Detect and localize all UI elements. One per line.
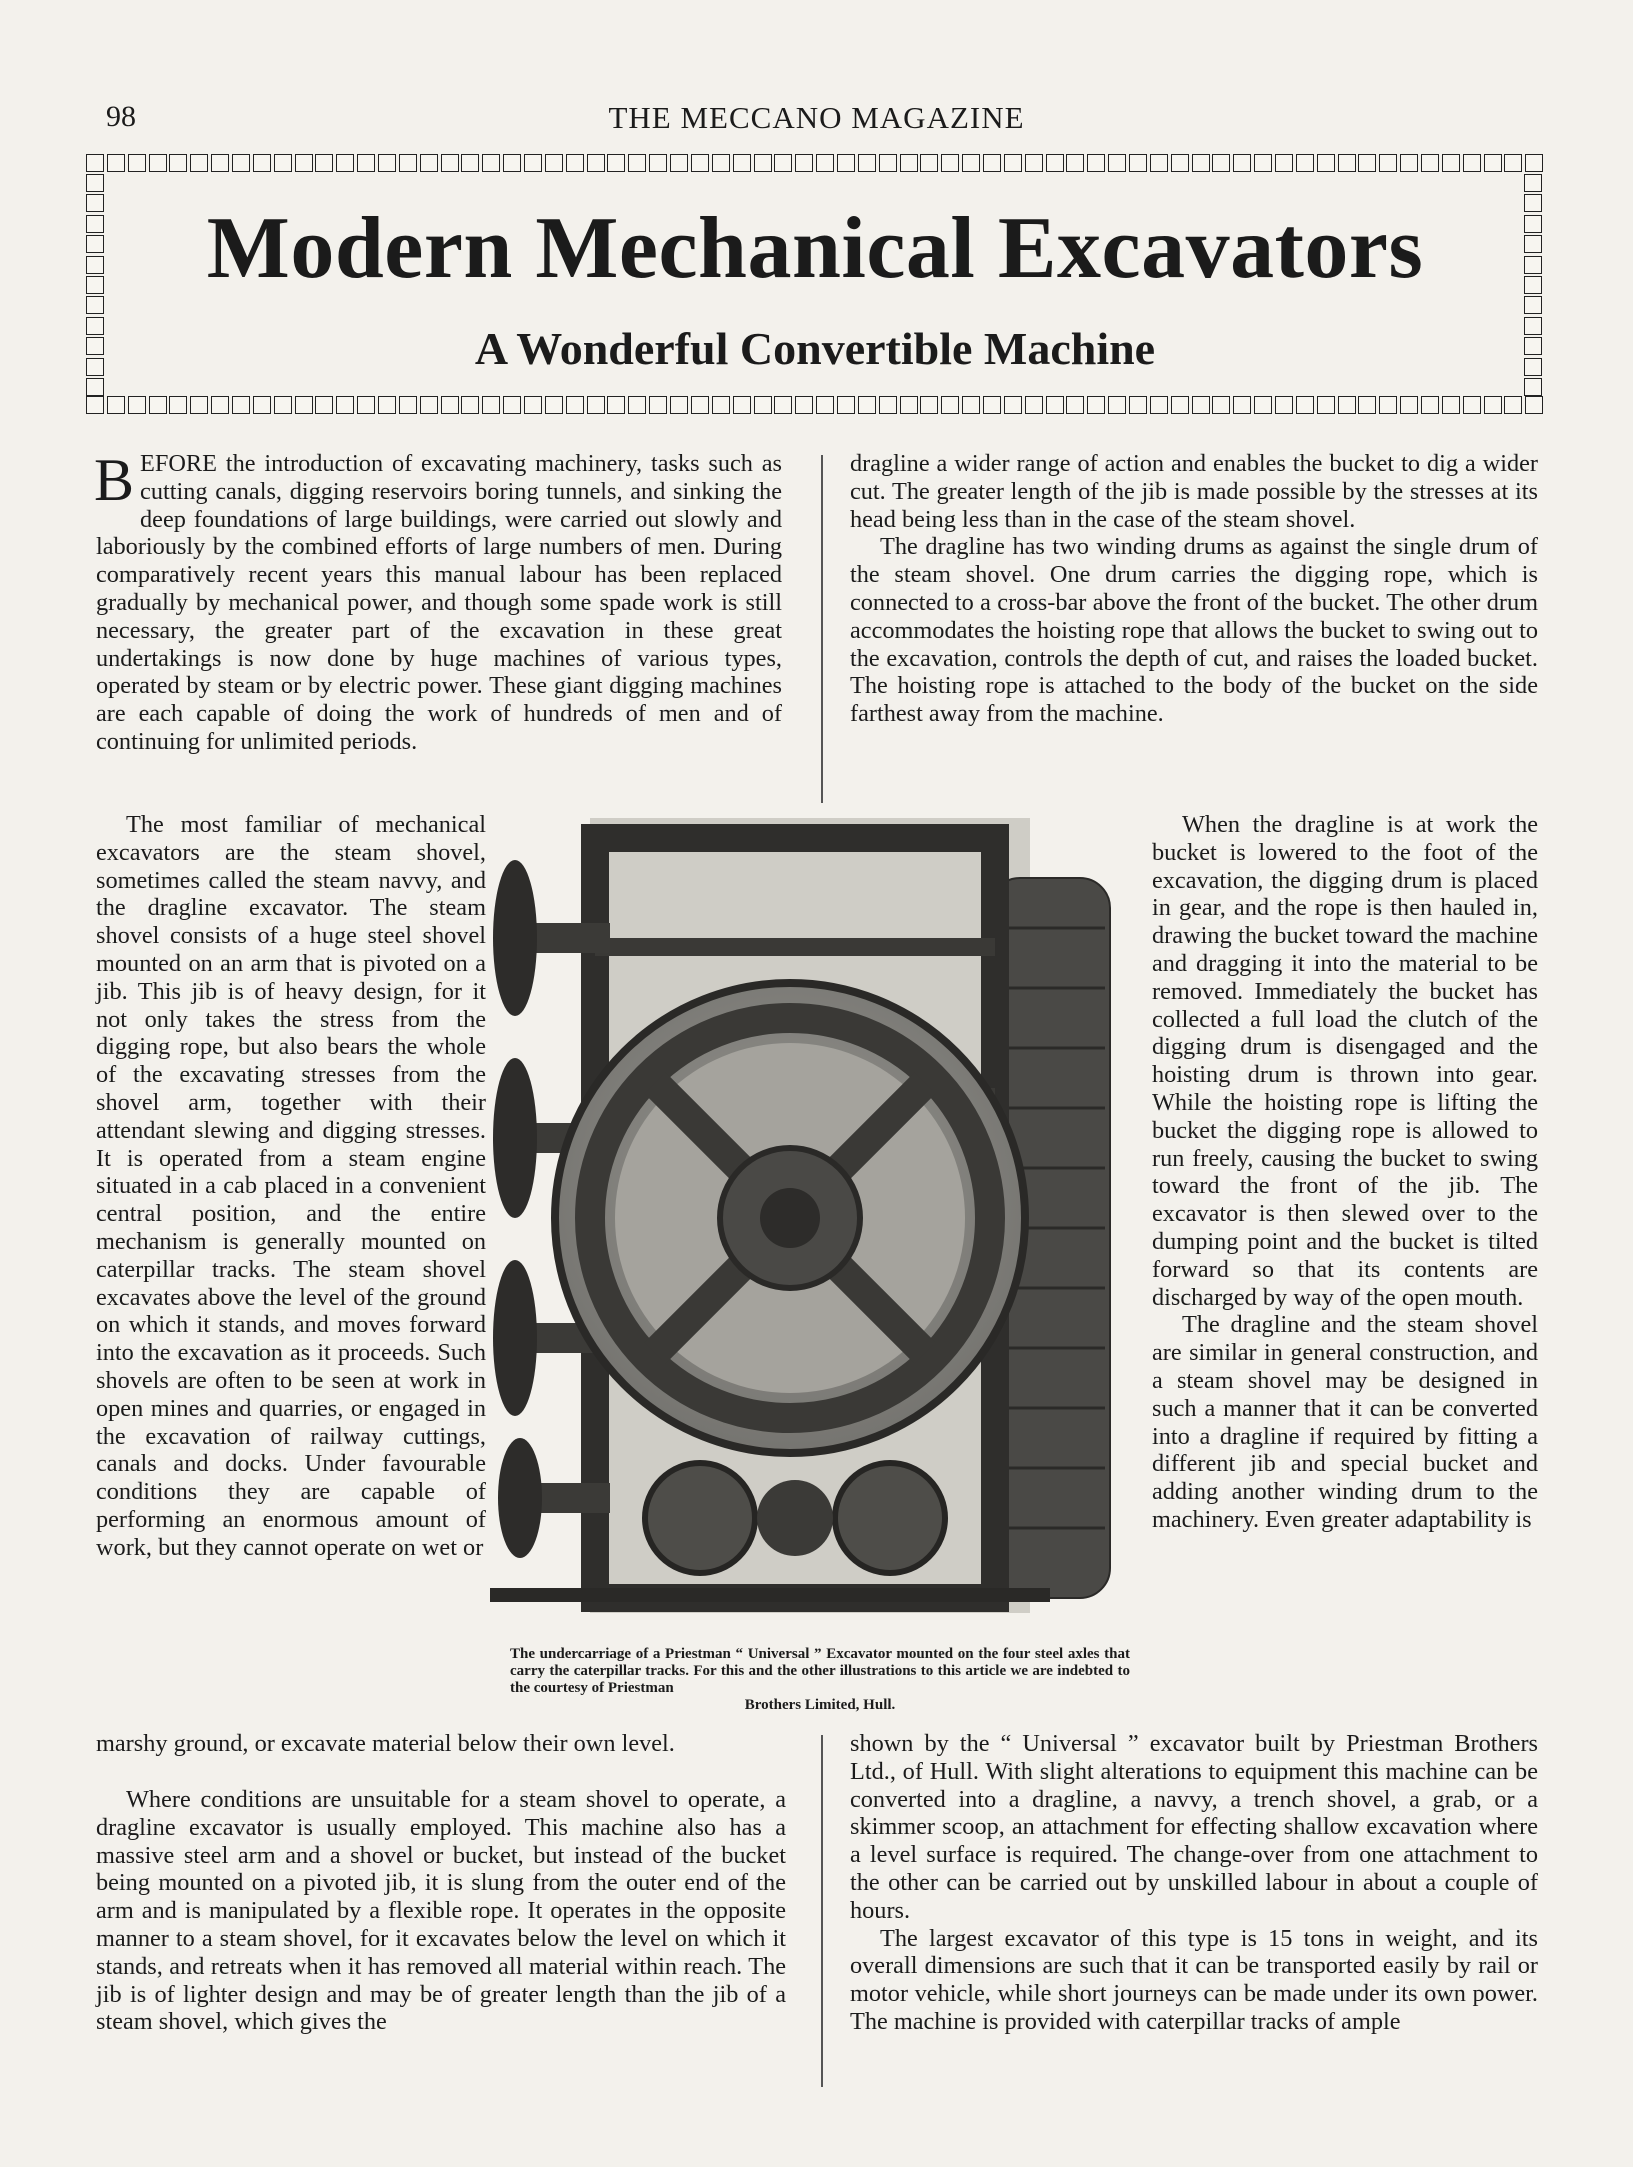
border-square [1484, 396, 1502, 414]
border-square [107, 154, 125, 172]
article-subhead: A Wonderful Convertible Machine [474, 323, 1156, 374]
border-square [190, 396, 208, 414]
running-head: THE MECCANO MAGAZINE [608, 100, 1025, 135]
border-square [524, 396, 542, 414]
page-number: 98 [106, 100, 136, 133]
border-square [1442, 396, 1460, 414]
border-square [1046, 154, 1064, 172]
border-square [1484, 154, 1502, 172]
border-square [1212, 154, 1230, 172]
border-square [86, 296, 104, 314]
border-square [357, 154, 375, 172]
article-headline: Modern Mechanical Excavators [206, 200, 1424, 297]
border-square [169, 396, 187, 414]
border-square [1400, 396, 1418, 414]
border-square [1296, 154, 1314, 172]
border-square [1004, 154, 1022, 172]
border-square [1275, 154, 1293, 172]
border-square [482, 154, 500, 172]
column-2-bottom [850, 1730, 1538, 2036]
drop-cap: B [94, 447, 135, 513]
border-square [295, 396, 313, 414]
border-square [1358, 154, 1376, 172]
column-1-bottom [96, 1786, 786, 2036]
border-square [774, 154, 792, 172]
border-square [1525, 154, 1543, 172]
paragraph-dragline-range: dragline a wider range of action and enables the bucket to dig a wider cut. The greater length of the jib is made possible by the stresses at its head being less than in the case of the steam shovel. [850, 450, 1538, 533]
border-square [649, 154, 667, 172]
border-square [107, 396, 125, 414]
border-square [545, 396, 563, 414]
border-square [1504, 396, 1522, 414]
column-1-narrow [96, 811, 486, 1562]
border-square [1525, 396, 1543, 414]
border-square [941, 154, 959, 172]
border-square [691, 396, 709, 414]
border-square [920, 154, 938, 172]
border-square [900, 396, 918, 414]
border-square [1463, 396, 1481, 414]
border-square [1338, 396, 1356, 414]
border-square [1108, 154, 1126, 172]
border-square [816, 396, 834, 414]
border-square [1254, 396, 1272, 414]
border-square [670, 396, 688, 414]
border-square [816, 154, 834, 172]
border-square [691, 154, 709, 172]
border-square [378, 396, 396, 414]
border-square [879, 154, 897, 172]
border-square [754, 154, 772, 172]
border-square [86, 396, 104, 414]
border-square [858, 396, 876, 414]
border-square [941, 396, 959, 414]
border-square [962, 154, 980, 172]
border-square [149, 154, 167, 172]
title-frame [86, 154, 1544, 416]
border-square [86, 174, 104, 192]
border-square [461, 396, 479, 414]
border-square [1212, 396, 1230, 414]
border-square [190, 154, 208, 172]
border-square [482, 396, 500, 414]
border-square [1379, 154, 1397, 172]
border-square [920, 396, 938, 414]
border-square [566, 396, 584, 414]
undercarriage-illustration [490, 818, 1148, 1613]
border-square [587, 154, 605, 172]
paragraph-intro [94, 447, 782, 756]
figure-caption-credit: Brothers Limited, Hull. [744, 1697, 896, 1713]
border-square [420, 154, 438, 172]
border-square [837, 154, 855, 172]
border-square [274, 396, 292, 414]
border-square [503, 154, 521, 172]
title-border-top [86, 154, 1544, 174]
title-border-bottom [86, 396, 1544, 416]
border-square [1421, 154, 1439, 172]
border-square [336, 396, 354, 414]
border-square [795, 396, 813, 414]
column-divider-top [821, 455, 823, 803]
border-square [1504, 154, 1522, 172]
border-square [628, 154, 646, 172]
border-square [628, 396, 646, 414]
border-square [1087, 154, 1105, 172]
border-square [1317, 154, 1335, 172]
border-square [712, 154, 730, 172]
border-square [1150, 154, 1168, 172]
figure-caption [510, 1646, 1130, 1714]
border-square [1296, 396, 1314, 414]
paragraph-steam-shovel-end: marshy ground, or excavate material below their own level. [96, 1730, 675, 1757]
border-square [649, 396, 667, 414]
border-square [1379, 396, 1397, 414]
border-square [253, 396, 271, 414]
border-square [754, 396, 772, 414]
border-square [1150, 396, 1168, 414]
border-square [1171, 154, 1189, 172]
border-square [232, 396, 250, 414]
border-square [1004, 396, 1022, 414]
border-square [211, 396, 229, 414]
border-square [670, 154, 688, 172]
border-square [315, 396, 333, 414]
paragraph-steam-shovel: The most familiar of mechanical excavators are the steam shovel, sometimes called the steam navvy, and the dragline excavator. The steam shovel consists of a huge steel shovel mounted on an arm that is pivoted on a jib. This jib is of heavy design, for it not only takes the stress from the digging rope, but also bears the whole of the excavating stresses from the shovel arm, together with their attendant slewing and digging stresses. It is operated from a steam engine situated in a cab placed in a convenient central position, and the entire mechanism is generally mounted on caterpillar tracks. The steam shovel excavates above the level of the ground on which it stands, and moves forward into the excavation as it proceeds. Such shovels are often to be seen at work in open mines and quarries, or engaged in the excavation of railway cuttings, canals and docks. Under favourable conditions they are capable of performing an enormous amount of work, but they cannot operate on wet or [96, 811, 486, 1561]
border-square [1317, 396, 1335, 414]
border-square [1171, 396, 1189, 414]
border-square [441, 154, 459, 172]
column-1-wide-line [96, 1730, 786, 1758]
border-square [128, 396, 146, 414]
border-square [1338, 154, 1356, 172]
excavator-undercarriage-photo [490, 818, 1148, 1613]
border-square [336, 154, 354, 172]
border-square [232, 154, 250, 172]
border-square [1463, 154, 1481, 172]
border-square [879, 396, 897, 414]
paragraph-winding-drums: The dragline has two winding drums as against the single drum of the steam shovel. One drum carries the digging rope, which is connected to a cross-bar above the front of the bucket. The other drum accommodates the hoisting rope that allows the bucket to swing out to the excavation, controls the depth of cut, and raises the loaded bucket. The hoisting rope is attached to the body of the bucket on the side farthest away from the machine. [850, 533, 1538, 728]
border-square [607, 154, 625, 172]
border-square [983, 154, 1001, 172]
border-square [774, 396, 792, 414]
border-square [1025, 154, 1043, 172]
column-2-narrow [1152, 811, 1538, 1534]
border-square [86, 154, 104, 172]
border-square [1233, 396, 1251, 414]
column-1-top [94, 447, 782, 756]
border-square [1108, 396, 1126, 414]
border-square [1046, 396, 1064, 414]
border-square [253, 154, 271, 172]
paragraph-universal: shown by the “ Universal ” excavator built by Priestman Brothers Ltd., of Hull. With slight alterations to equipment this machine can be converted into a dragline, a navvy, a trench shovel, a grab, or a skimmer scoop, an attachment for effecting shallow excavation where a level surface is required. The change-over from one attachment to the other can be carried out by unskilled labour in about a couple of hours. [850, 1730, 1538, 1924]
border-square [315, 154, 333, 172]
border-square [1192, 396, 1210, 414]
border-square [503, 396, 521, 414]
border-square [566, 154, 584, 172]
border-square [1129, 154, 1147, 172]
border-square [900, 154, 918, 172]
border-square [607, 396, 625, 414]
border-square [357, 396, 375, 414]
border-square [524, 154, 542, 172]
border-square [128, 154, 146, 172]
border-square [378, 154, 396, 172]
border-square [441, 396, 459, 414]
border-square [1421, 396, 1439, 414]
border-square [1275, 396, 1293, 414]
border-square [1129, 396, 1147, 414]
border-square [545, 154, 563, 172]
border-square [1254, 154, 1272, 172]
figure-caption-text: The undercarriage of a Priestman “ Universal ” Excavator mounted on the four steel axles that carry the caterpillar tracks. For this and the other illustrations to this article we are indebted to the courtesy of Priestman [510, 1646, 1130, 1696]
border-square [795, 154, 813, 172]
border-square [1524, 296, 1542, 314]
paragraph-dragline-work: When the dragline is at work the bucket is lowered to the foot of the excavation, the digging drum is placed in gear, and the rope is then hauled in, drawing the bucket toward the machine and dragging it into the material to be removed. Immediately the bucket has collected a full load the clutch of the digging drum is disengaged and the hoisting drum is thrown into gear. While the hoisting rope is lifting the bucket the digging rope is allowed to run freely, causing the bucket to swing toward the front of the jib. The excavator is then slewed over to the dumping point and the bucket is tilted forward so that its contents are discharged by way of the open mouth. [1152, 811, 1538, 1311]
border-square [858, 154, 876, 172]
border-square [837, 396, 855, 414]
paragraph-convertible: The dragline and the steam shovel are similar in general construction, and a steam shovel may be designed in such a manner that it can be converted into a dragline if required by fitting a different jib and special bucket and adding another winding drum to the machinery. Even greater adaptability is [1152, 1311, 1538, 1533]
column-divider-bottom [821, 1735, 823, 2087]
border-square [1442, 154, 1460, 172]
paragraph-intro-text: EFORE the introduction of excavating machinery, tasks such as cutting canals, digging reservoirs boring tunnels, and sinking the deep foundations of large buildings, were carried out slowly and laboriously by the combined efforts of large numbers of men. During comparatively recent years this manual labour has been replaced gradually by mechanical power, and though some spade work is still necessary, the greater part of the excavation in these great undertakings is now done by huge machines of various types, operated by steam or by electric power. These giant digging machines are each capable of doing the work of hundreds of men and of continuing for unlimited periods. [96, 450, 782, 755]
border-square [461, 154, 479, 172]
border-square [1524, 174, 1542, 192]
border-square [712, 396, 730, 414]
border-square [733, 154, 751, 172]
border-square [1066, 396, 1084, 414]
border-square [1233, 154, 1251, 172]
border-square [1524, 378, 1542, 396]
paragraph-dragline-intro: Where conditions are unsuitable for a steam shovel to operate, a dragline excavator is usually employed. This machine also has a massive steel arm and a shovel or bucket, but instead of the bucket being mounted on a pivoted jib, it is slung from the outer end of the arm and is manipulated by a flexible rope. It operates in the opposite manner to a steam shovel, for it excavates below the level on which it stands, and retreats when it has removed all material within reach. The jib is of lighter design and may be of greater length than the jib of a steam shovel, which gives the [96, 1786, 786, 2036]
border-square [274, 154, 292, 172]
border-square [295, 154, 313, 172]
border-square [1192, 154, 1210, 172]
border-square [211, 154, 229, 172]
border-square [1025, 396, 1043, 414]
border-square [399, 154, 417, 172]
border-square [962, 396, 980, 414]
border-square [1066, 154, 1084, 172]
paragraph-largest: The largest excavator of this type is 15 tons in weight, and its overall dimensions are such that it can be transported easily by rail or motor vehicle, while short journeys can be made under its own power. The machine is provided with caterpillar tracks of ample [850, 1924, 1538, 2035]
border-square [733, 396, 751, 414]
border-square [86, 378, 104, 396]
border-square [1400, 154, 1418, 172]
border-square [1087, 396, 1105, 414]
border-square [1358, 396, 1376, 414]
border-square [983, 396, 1001, 414]
border-square [399, 396, 417, 414]
border-square [149, 396, 167, 414]
border-square [169, 154, 187, 172]
border-square [587, 396, 605, 414]
border-square [420, 396, 438, 414]
column-2-top [850, 450, 1538, 728]
